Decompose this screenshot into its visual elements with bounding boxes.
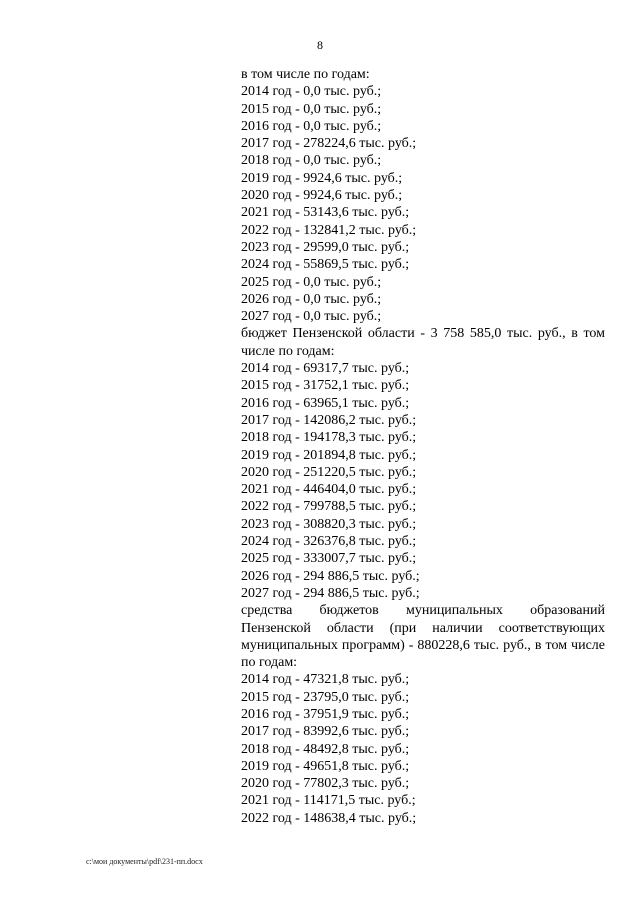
list-item: 2016 год - 37951,9 тыс. руб.; [241, 706, 410, 722]
list-item: 2016 год - 63965,1 тыс. руб.; [241, 395, 410, 411]
page-number: 8 [317, 38, 323, 52]
list-item: 2018 год - 0,0 тыс. руб.; [241, 153, 382, 169]
list-item: 2027 год - 294 886,5 тыс. руб.; [241, 585, 420, 601]
list-item: 2015 год - 0,0 тыс. руб.; [241, 101, 382, 117]
document-body [241, 66, 605, 827]
list-item: 2014 год - 69317,7 тыс. руб.; [241, 361, 410, 377]
list-item: 2022 год - 799788,5 тыс. руб.; [241, 499, 417, 515]
file-path-footer: c:\мои документы\pdf\231-пп.docx [86, 857, 203, 866]
regional-funding-years [241, 360, 605, 602]
list-item: в том числе по годам: [241, 67, 370, 82]
federal-funding-years [241, 66, 605, 325]
list-item: 2021 год - 114171,5 тыс. руб.; [241, 793, 416, 809]
list-item: 2016 год - 0,0 тыс. руб.; [241, 118, 382, 134]
list-item: 2021 год - 53143,6 тыс. руб.; [241, 205, 410, 221]
municipal-funding-years [241, 671, 605, 827]
list-item: 2018 год - 48492,8 тыс. руб.; [241, 741, 410, 757]
list-item: 2027 год - 0,0 тыс. руб.; [241, 309, 382, 325]
list-item: 2014 год - 47321,8 тыс. руб.; [241, 672, 410, 688]
list-item: 2019 год - 201894,8 тыс. руб.; [241, 447, 417, 463]
list-item: 2022 год - 132841,2 тыс. руб.; [241, 222, 417, 238]
list-item: 2025 год - 333007,7 тыс. руб.; [241, 551, 417, 567]
list-item: 2025 год - 0,0 тыс. руб.; [241, 274, 382, 290]
list-item: 2022 год - 148638,4 тыс. руб.; [241, 810, 417, 826]
list-item: 2021 год - 446404,0 тыс. руб.; [241, 482, 417, 498]
list-item: 2014 год - 0,0 тыс. руб.; [241, 84, 382, 100]
list-item: 2023 год - 308820,3 тыс. руб.; [241, 516, 417, 532]
list-item: 2019 год - 49651,8 тыс. руб.; [241, 758, 410, 774]
list-item: 2024 год - 55869,5 тыс. руб.; [241, 257, 410, 273]
list-item: 2020 год - 9924,6 тыс. руб.; [241, 188, 403, 204]
list-item: 2020 год - 77802,3 тыс. руб.; [241, 776, 410, 792]
list-item: 2018 год - 194178,3 тыс. руб.; [241, 430, 417, 446]
list-item: 2017 год - 278224,6 тыс. руб.; [241, 136, 417, 152]
list-item: 2017 год - 83992,6 тыс. руб.; [241, 724, 410, 740]
list-item: 2015 год - 23795,0 тыс. руб.; [241, 689, 410, 705]
list-item: 2023 год - 29599,0 тыс. руб.; [241, 239, 410, 255]
regional-budget-paragraph: бюджет Пензенской области - 3 758 585,0 тыс. руб., в том числе по годам: [241, 326, 605, 359]
list-item: 2026 год - 0,0 тыс. руб.; [241, 291, 382, 307]
list-item: 2024 год - 326376,8 тыс. руб.; [241, 534, 417, 550]
list-item: 2020 год - 251220,5 тыс. руб.; [241, 464, 417, 480]
list-item: 2026 год - 294 886,5 тыс. руб.; [241, 568, 420, 584]
list-item: 2017 год - 142086,2 тыс. руб.; [241, 412, 417, 428]
list-item: 2015 год - 31752,1 тыс. руб.; [241, 378, 410, 394]
municipal-budget-paragraph: средства бюджетов муниципальных образований Пензенской области (при наличии соответствующих муниципальных программ) - 880228,6 тыс. руб., в том числе по годам: [241, 603, 605, 671]
list-item: 2019 год - 9924,6 тыс. руб.; [241, 170, 403, 186]
